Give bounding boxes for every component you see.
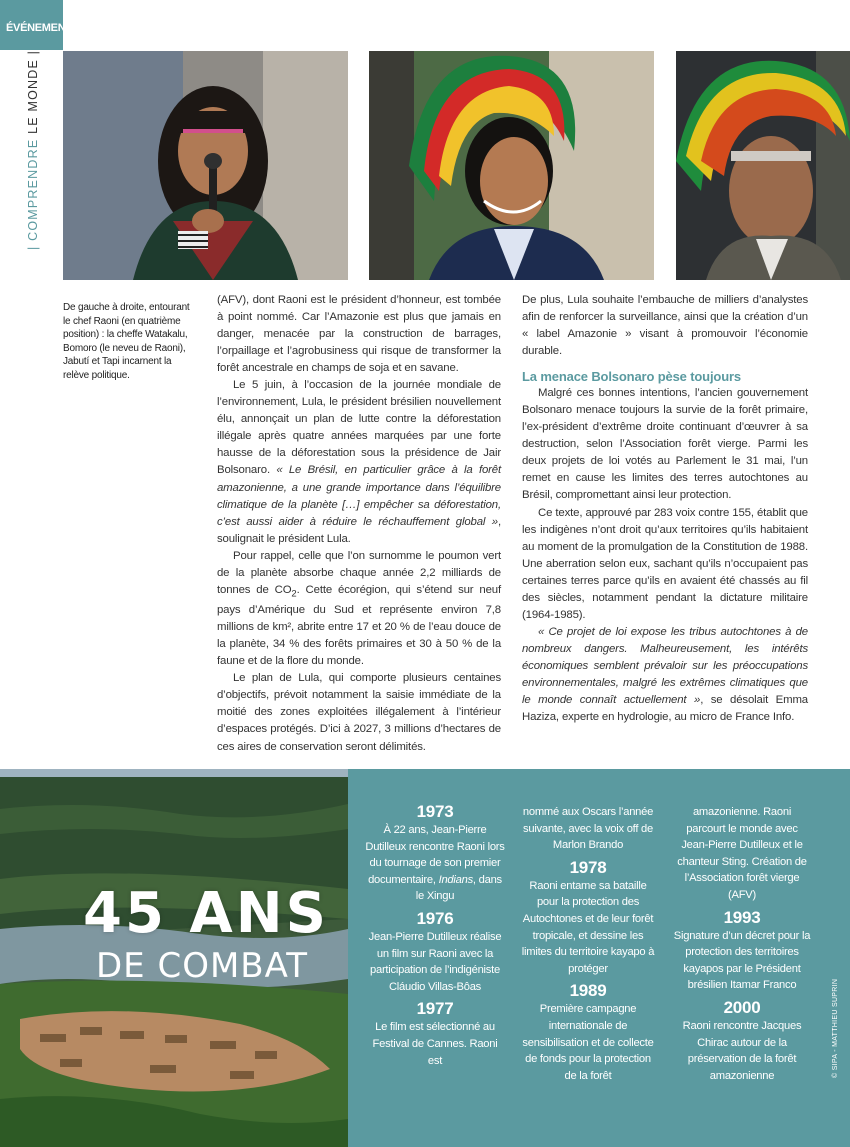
- timeline-text-part: À 22 ans, Jean-Pierre Dutilleux rencontre Raoni lors du tournage de son premier documentaire,: [365, 824, 505, 886]
- timeline-year: 1976: [416, 908, 454, 928]
- film-title: Indians: [438, 873, 473, 886]
- timeline-text: nommé aux Oscars l’année suivante, avec la voix off de Marlon Brando: [522, 806, 654, 852]
- photo-watakalu: [63, 51, 348, 280]
- paragraph: De plus, Lula souhaite l’embauche de milliers d’analystes afin de renforcer la surveillance, ainsi que la création d’un « label Amazonie » visant à promouvoir l’économie durable.: [522, 294, 808, 358]
- timeline-text: amazonienne. Raoni parcourt le monde avec Jean-Pierre Dutilleux et le chanteur Sting. Création de l’Association forêt vierge (AFV): [677, 806, 807, 901]
- article-column-2: [522, 292, 808, 726]
- paragraph-text: , se désolait Emma Haziza, experte en hydrologie, au micro de France Info.: [522, 694, 808, 724]
- timeline-year: 1973: [416, 802, 454, 821]
- section-tab: [0, 0, 72, 50]
- rubric-main: LE MONDE |: [26, 49, 40, 134]
- timeline-text: Raoni entame sa bataille pour la protection des Autochtones et de leur forêt tropicale, et dessine les limites du territoire kayapo à protéger: [521, 879, 655, 975]
- banner-title: 45 ANS: [83, 881, 329, 946]
- timeline-year: 1977: [416, 999, 454, 1019]
- timeline-text: [365, 822, 505, 905]
- subscript: 2: [291, 588, 297, 600]
- timeline-text: Jean-Pierre Dutilleux réalise un film sur Raoni avec la participation de l’indigéniste Cláudio Villas-Bôas: [368, 930, 502, 993]
- rubric-vertical-label: [26, 50, 40, 250]
- quote-lula: « Le Brésil, en particulier grâce à la forêt amazonienne, a une grande importance dans l’équilibre climatique de la planète […] empêcher sa déforestation, c’est aussi aider à réduire le réchauffement global »: [217, 464, 501, 528]
- article-column-1: [217, 292, 501, 756]
- photo-credit: © SIPA - MATTHIEU SUPRIN: [832, 978, 839, 1078]
- photo-caption: De gauche à droite, entourant le chef Raoni (en quatrième position) : la cheffe Watakalu, Bomoro (le neveu de Raoni), Jabutí et Tapi incarnent la relève politique.: [63, 302, 190, 381]
- paragraph: [217, 377, 501, 547]
- paragraph: (AFV), dont Raoni est le président d’honneur, est tombée à point nommé. Car l’Amazonie est plus que jamais en danger, menacée par la construction de barrages, l’orpaillage et l’agrobusiness qui risque de transformer la forêt ancestrale en champs de soja et en savane.: [217, 294, 501, 375]
- photo-tapi: [676, 51, 850, 280]
- timeline-column-3: [672, 804, 812, 1088]
- subheading: La menace Bolsonaro pèse toujours: [522, 369, 741, 385]
- timeline-text-part: , dans le Xingu: [415, 873, 502, 903]
- paragraph: Malgré ces bonnes intentions, l’ancien gouvernement Bolsonaro menace toujours la survie de la forêt primaire, l’ex-président d’extrême droite continuant d’œuvrer à sa destruction, selon l’Association forêt vierge. Parmi les deux projets de loi votés au Parlement le 31 mai, l’un remet en cause les limites des terres autochtones au Brésil, compromettant ainsi leur protection.: [522, 387, 808, 502]
- paragraph-text: Pour rappel, celle que l’on surnomme le poumon vert de la planète absorbe chaque année 2,2 milliards de tonnes de CO: [217, 549, 501, 596]
- section-tab-label: ÉVÉNEMENT: [6, 22, 72, 34]
- timeline-text: Première campagne internationale de sensibilisation et de collecte de fonds pour la protection de la forêt: [522, 1003, 654, 1082]
- timeline-text: Signature d’un décret pour la protection des territoires kayapos par le Président brésilien Itamar Franco: [673, 929, 811, 992]
- paragraph-text: , soulignait le président Lula.: [217, 515, 501, 545]
- paragraph: Ce texte, approuvé par 283 voix contre 155, établit que les indigènes n’ont droit qu’aux territoires qu’ils habitaient au moment de la promulgation de la Constitution de 1988. Une aberration selon eux, sachant qu’ils n’occupaient pas certaines terres parce qu’ils en avaient été chassés au fil des siècles, notamment pendant la dictature militaire (1964-1985).: [522, 506, 808, 621]
- timeline-year: 1989: [569, 981, 607, 1001]
- rubric-prefix: | COMPRENDRE: [26, 138, 40, 250]
- banner-subtitle: DE COMBAT: [96, 946, 309, 986]
- quote-haziza: « Ce projet de loi expose les tribus autochtones à de nombreux dangers. Malheureusement, les intérêts économiques semblent prévaloir sur les préoccupations environnementales, malgré les extrêmes climatiques que le monde connaît actuellement »: [522, 625, 808, 707]
- timeline-year: 1978: [569, 857, 607, 877]
- paragraph-text: Le 5 juin, à l’occasion de la journée mondiale de l’environnement, Lula, le président brésilien nouvellement élu, annonçait un plan de lutte contre la déforestation illégale après quatre années marquées par une forte hausse de la déforestation sous la présidence de Jair Bolsonaro.: [217, 379, 501, 477]
- timeline-text: Raoni rencontre Jacques Chirac autour de la préservation de la forêt amazonienne: [682, 1019, 802, 1082]
- timeline-year: 1993: [723, 907, 761, 927]
- paragraph: [217, 548, 501, 671]
- timeline-text: Le film est sélectionné au Festival de Cannes. Raoni est: [372, 1021, 498, 1067]
- timeline-year: 2000: [723, 997, 761, 1017]
- paragraph-text: . Cette écorégion, qui s’étend sur neuf pays d’Amérique du Sud et représente environ 7,8 millions de km², abrite entre 17 et 20 % de l’eau douce de la planète, 34 % des forêts primaires et 30 à 50 % de la faune et de la flore du monde.: [217, 583, 501, 668]
- timeline-column-1: [365, 800, 505, 1073]
- paragraph: Le plan de Lula, qui comporte plusieurs centaines d’objectifs, prévoit notamment la saisie immédiate de la moitié des zones exploitées illégalement à l’intérieur d’espaces protégés. D’ici à 2027, 3 millions d’hectares de ces aires de conservation seront délimités.: [217, 672, 501, 753]
- photo-bomoro: [369, 51, 654, 280]
- paragraph: [522, 624, 808, 726]
- timeline-column-2: [518, 804, 658, 1088]
